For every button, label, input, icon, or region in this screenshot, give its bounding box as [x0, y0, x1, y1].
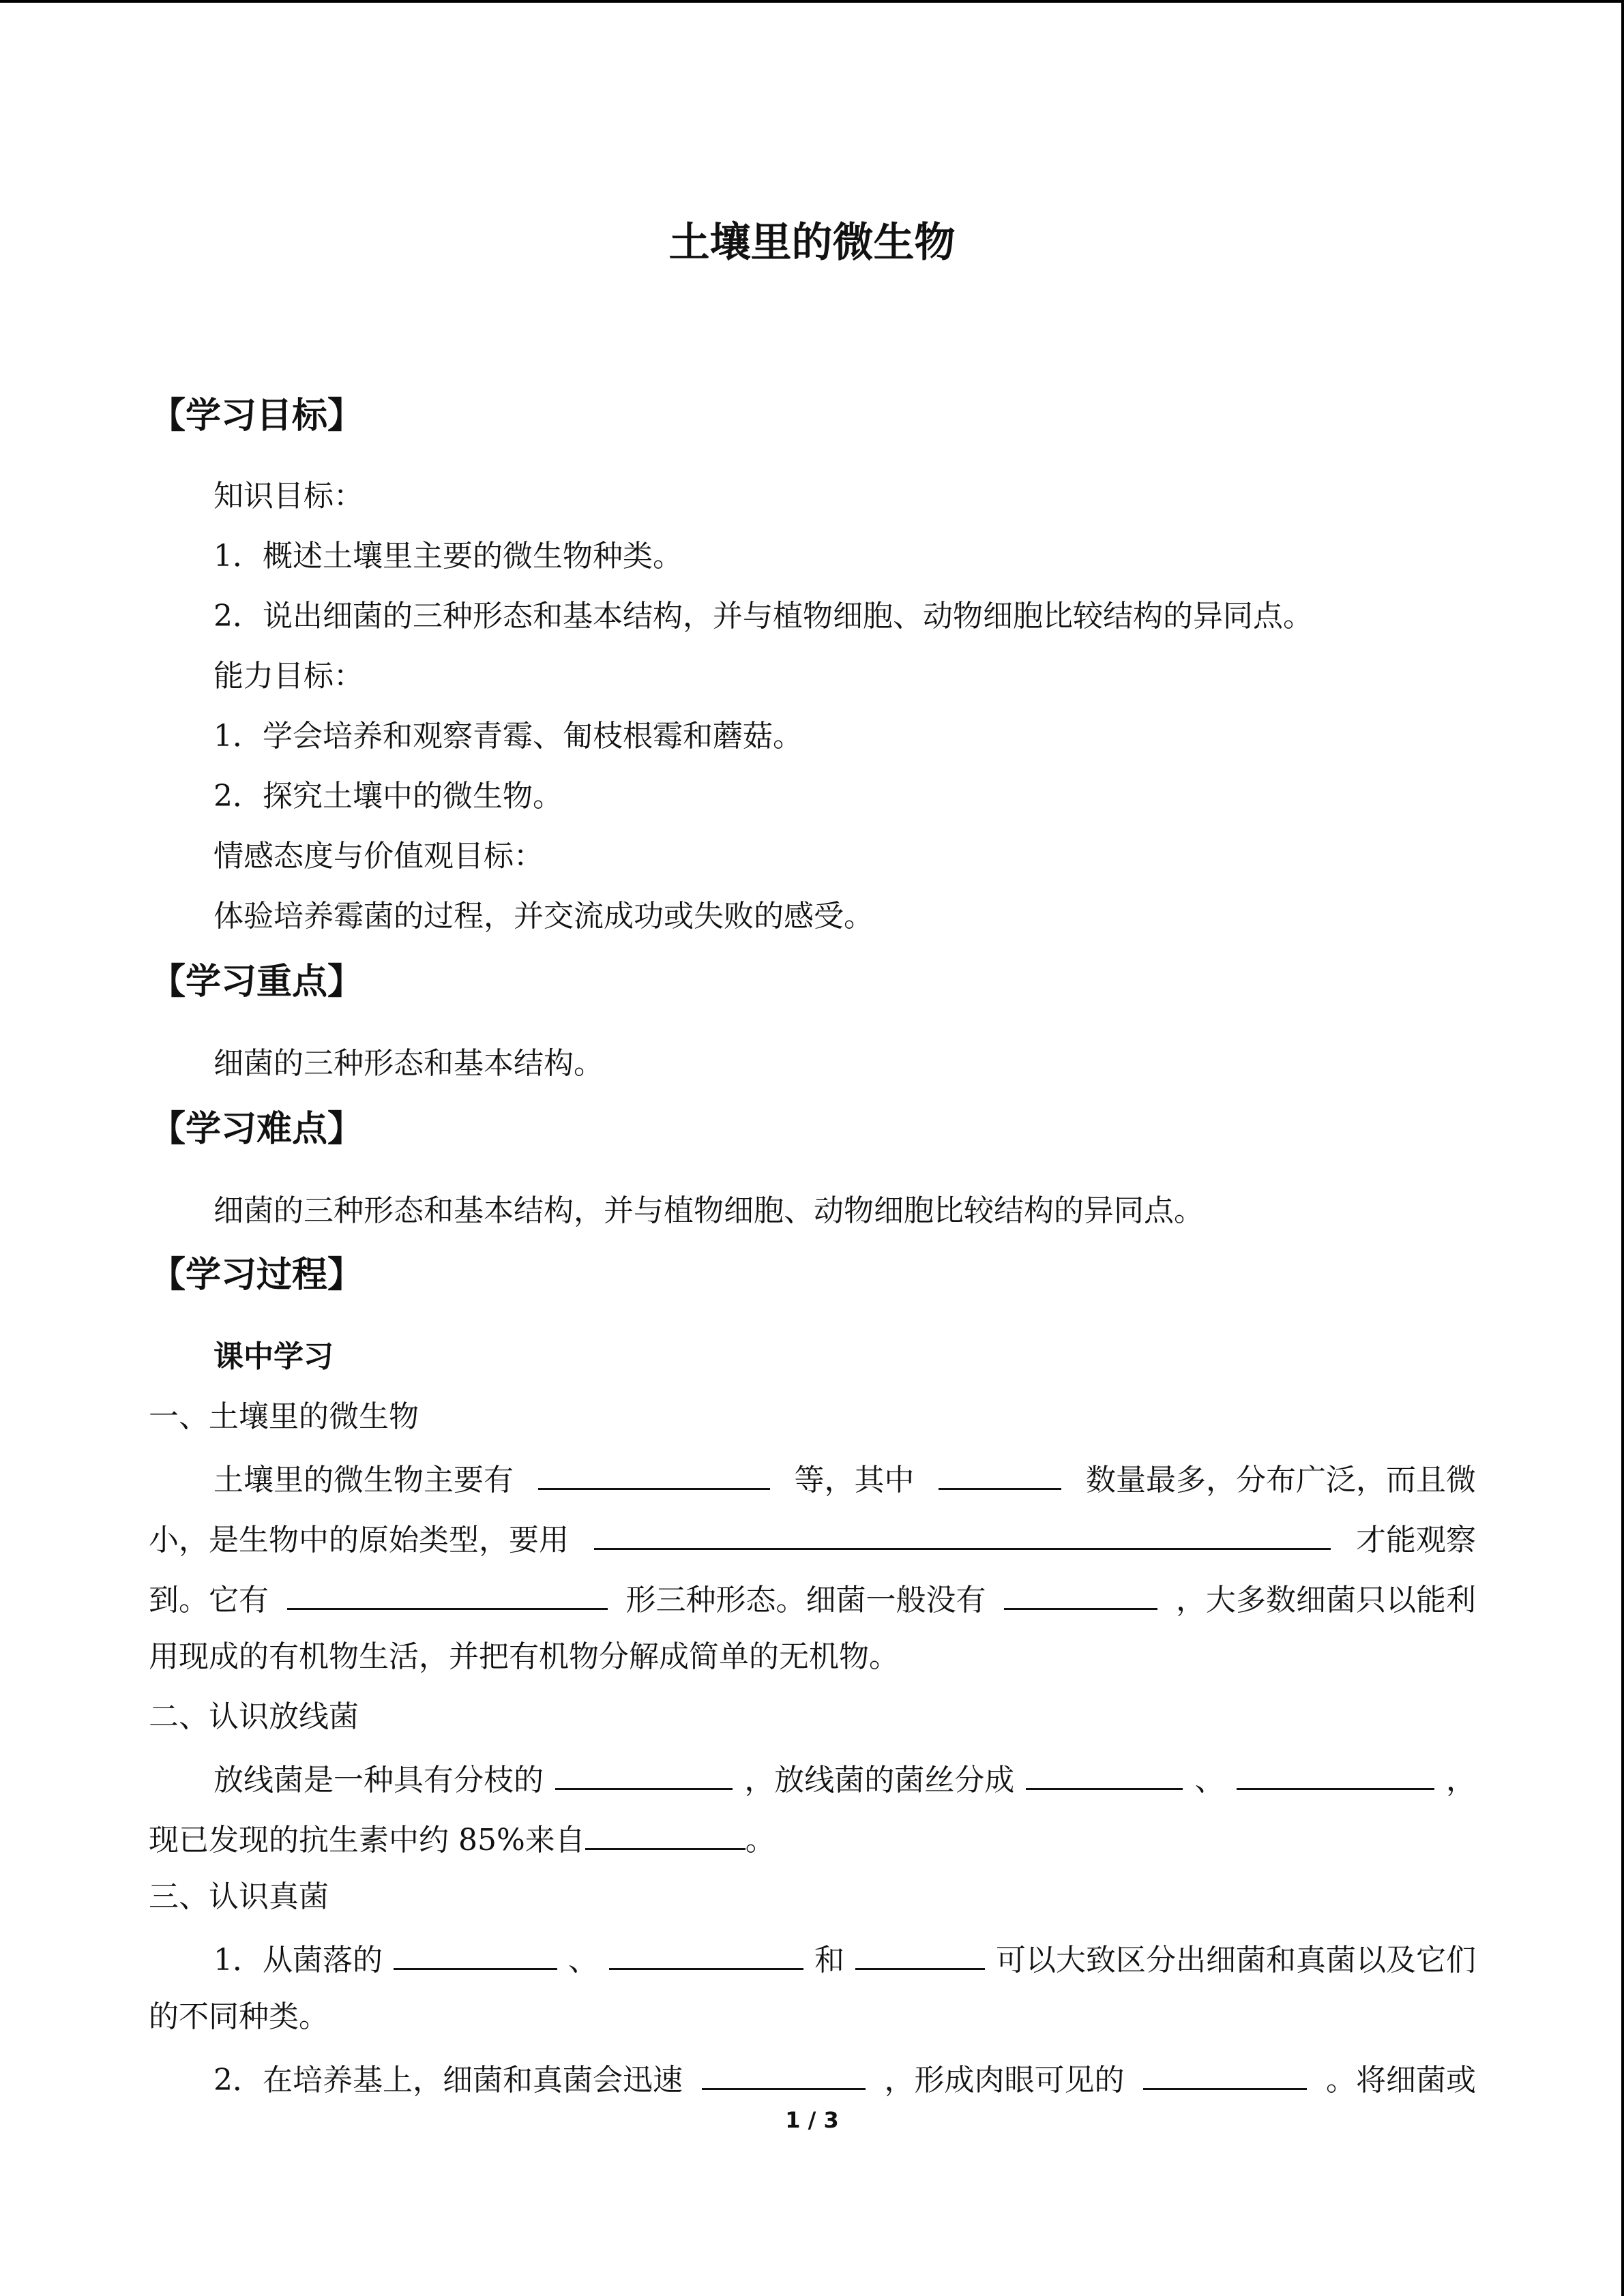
objective-ability-label: 能力目标： [213, 659, 364, 694]
text-segment: 和 [814, 1943, 844, 1978]
text-segment: 小，是生物中的原始类型，要用 [149, 1523, 569, 1557]
page-title: 土壤里的微生物 [668, 219, 956, 267]
fill-blank[interactable] [609, 1937, 803, 1970]
fill-blank[interactable] [1004, 1577, 1157, 1610]
text-segment: 可以大致区分出细菌和真菌以及它们 [996, 1943, 1476, 1978]
part2-line-1 [213, 1757, 1476, 1801]
objective-emotion-1: 体验培养霉菌的过程，并交流成功或失败的感受。 [213, 899, 874, 934]
section-heading-key-points: 【学习重点】 [150, 961, 364, 1002]
part1-heading: 一、土壤里的微生物 [149, 1399, 419, 1434]
text-segment: 。 [745, 1823, 776, 1858]
fill-blank[interactable] [555, 1757, 733, 1790]
part2-heading: 二、认识放线菌 [149, 1699, 359, 1734]
section-heading-difficulties: 【学习难点】 [150, 1109, 364, 1150]
difficulties-text: 细菌的三种形态和基本结构，并与植物细胞、动物细胞比较结构的异同点。 [213, 1193, 1204, 1228]
part1-line-3 [149, 1577, 1476, 1621]
text-segment: 。将细菌或 [1326, 2063, 1476, 2098]
text-segment: 等，其中 [794, 1463, 915, 1497]
page-number: 1 / 3 [785, 2107, 839, 2133]
fill-blank[interactable] [702, 2057, 866, 2090]
objective-knowledge-label: 知识目标： [213, 479, 364, 513]
objective-emotion-label: 情感态度与价值观目标： [213, 839, 544, 874]
fill-blank[interactable] [594, 1517, 1331, 1550]
text-segment: 2．在培养基上，细菌和真菌会迅速 [213, 2063, 683, 2098]
key-points-text: 细菌的三种形态和基本结构。 [213, 1046, 604, 1081]
part3-line-2: 的不同种类。 [149, 1999, 329, 2034]
fill-blank[interactable] [585, 1817, 745, 1850]
objective-ability-2: 2．探究土壤中的微生物。 [213, 779, 563, 814]
text-segment: 土壤里的微生物主要有 [213, 1463, 514, 1497]
text-segment: ，放线菌的菌丝分成 [744, 1763, 1015, 1798]
section-heading-objectives: 【学习目标】 [150, 396, 364, 436]
fill-blank[interactable] [939, 1457, 1061, 1490]
part1-line-2 [149, 1517, 1476, 1561]
text-segment: 、 [568, 1943, 598, 1978]
part1-line-4: 用现成的有机物生活，并把有机物分解成简单的无机物。 [149, 1639, 899, 1674]
objective-ability-1: 1．学会培养和观察青霉、匍枝根霉和蘑菇。 [213, 719, 803, 754]
part2-line-2 [149, 1817, 776, 1861]
text-segment: 数量最多，分布广泛，而且微 [1086, 1463, 1476, 1497]
text-segment: 才能观察 [1356, 1523, 1476, 1557]
part3-heading: 三、认识真菌 [149, 1879, 329, 1914]
part3-line-3 [213, 2057, 1476, 2101]
text-segment: 形三种形态。细菌一般没有 [625, 1583, 986, 1617]
fill-blank[interactable] [1143, 2057, 1307, 2090]
text-segment: ，形成肉眼可见的 [884, 2063, 1125, 2098]
text-segment: ， [1445, 1763, 1476, 1798]
part1-line-1 [213, 1457, 1476, 1501]
text-segment: ，大多数细菌只以能利 [1176, 1583, 1476, 1617]
fill-blank[interactable] [1237, 1757, 1434, 1790]
part3-line-1 [213, 1937, 1476, 1981]
text-segment: 现已发现的抗生素中约 85%来自 [149, 1823, 585, 1858]
fill-blank[interactable] [1026, 1757, 1183, 1790]
text-segment: 1．从菌落的 [213, 1943, 383, 1978]
process-subtitle: 课中学习 [213, 1339, 334, 1374]
fill-blank[interactable] [538, 1457, 770, 1490]
section-heading-process: 【学习过程】 [150, 1255, 364, 1296]
text-segment: 到。它有 [149, 1583, 269, 1617]
text-segment: 放线菌是一种具有分枝的 [213, 1763, 544, 1798]
text-segment: 、 [1194, 1763, 1225, 1798]
fill-blank[interactable] [287, 1577, 608, 1610]
objective-knowledge-2: 2．说出细菌的三种形态和基本结构，并与植物细胞、动物细胞比较结构的异同点。 [213, 599, 1313, 633]
objective-knowledge-1: 1．概述土壤里主要的微生物种类。 [213, 539, 683, 573]
fill-blank[interactable] [394, 1937, 557, 1970]
fill-blank[interactable] [855, 1937, 985, 1970]
